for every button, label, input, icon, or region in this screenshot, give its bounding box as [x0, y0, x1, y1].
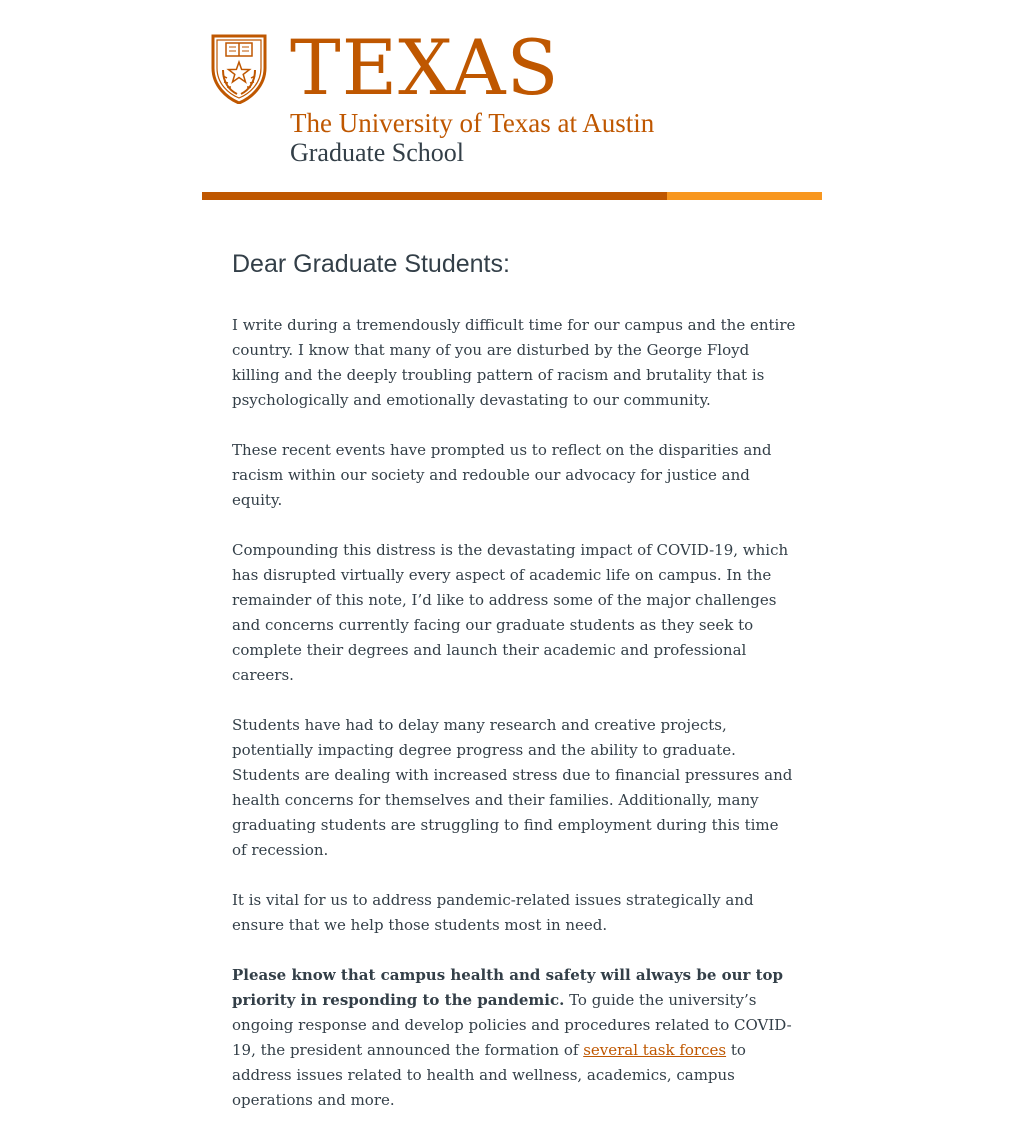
paragraph-6-text: To guide the university’s ongoing response and develop policies and procedures related to COVID-19, the president announced the formation of: [232, 991, 792, 1059]
paragraph-3: Compounding this distress is the devastating impact of COVID-19, which has disrupted virtually every aspect of academic life on campus. In the remainder of this note, I’d like to address some of the major challenges and concerns currently facing our graduate students as they seek to complete their degrees and launch their academic and professional careers.: [232, 541, 789, 684]
texas-wordmark: TEXAS: [290, 23, 560, 112]
school-name: Graduate School: [290, 138, 465, 167]
greeting: Dear Graduate Students:: [232, 250, 510, 278]
paragraph-6-text-end: to address issues related to health and wellness, academics, campus operations and more.: [232, 1041, 746, 1109]
priority-statement: Please know that campus health and safety will always be our top priority in responding to the pandemic.: [232, 966, 784, 1009]
email-header: [202, 0, 822, 192]
letter-content: [232, 248, 797, 1138]
paragraph-5: It is vital for us to address pandemic-related issues strategically and ensure that we help those students most in need.: [232, 891, 754, 934]
header-divider-dark: [202, 192, 667, 200]
university-name: The University of Texas at Austin: [290, 108, 655, 138]
paragraph-1: I write during a tremendously difficult time for our campus and the entire country. I know that many of you are disturbed by the George Floyd killing and the deeply troubling pattern of racism and brutality that is psychologically and emotionally devastating to our community.: [232, 316, 796, 409]
paragraph-6: [232, 963, 797, 1113]
email-body: [202, 0, 822, 1109]
task-forces-link[interactable]: several task forces: [583, 1041, 727, 1059]
ut-seal-icon: [211, 34, 267, 104]
header-divider-light: [667, 192, 822, 200]
paragraph-4: Students have had to delay many research and creative projects, potentially impacting degree progress and the ability to graduate. Students are dealing with increased stress due to financial pressures and health concerns for themselves and their families. Additionally, many graduating students are struggling to find employment during this time of recession.: [232, 716, 793, 859]
paragraph-2: These recent events have prompted us to reflect on the disparities and racism within our society and redouble our advocacy for justice and equity.: [232, 441, 772, 509]
